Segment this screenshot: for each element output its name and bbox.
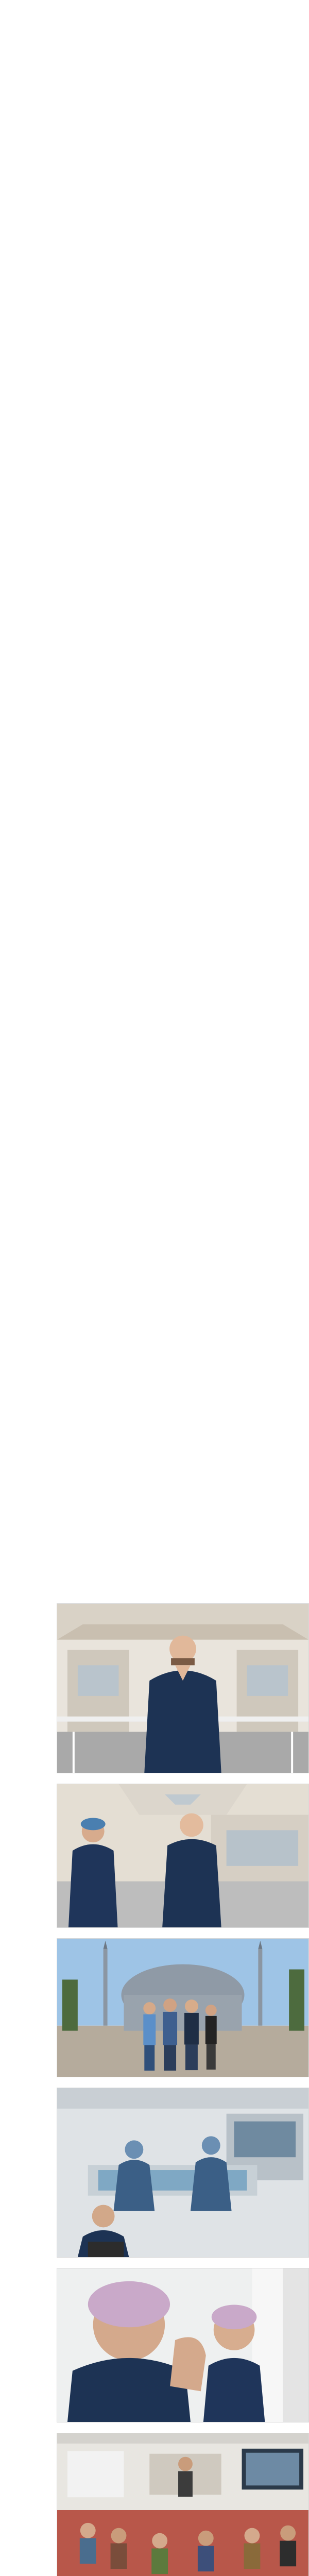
photo-surgical-cap [57,2268,309,2422]
photo-two-surgeons [57,1784,309,1928]
photo-operating-room [57,2088,309,2258]
photo-surgeon-atrium [57,1603,309,1773]
article-headline [7,4,302,33]
photo-family-mosque [57,1938,309,2077]
article-body [7,37,302,1578]
photo-classroom [57,2433,309,2576]
